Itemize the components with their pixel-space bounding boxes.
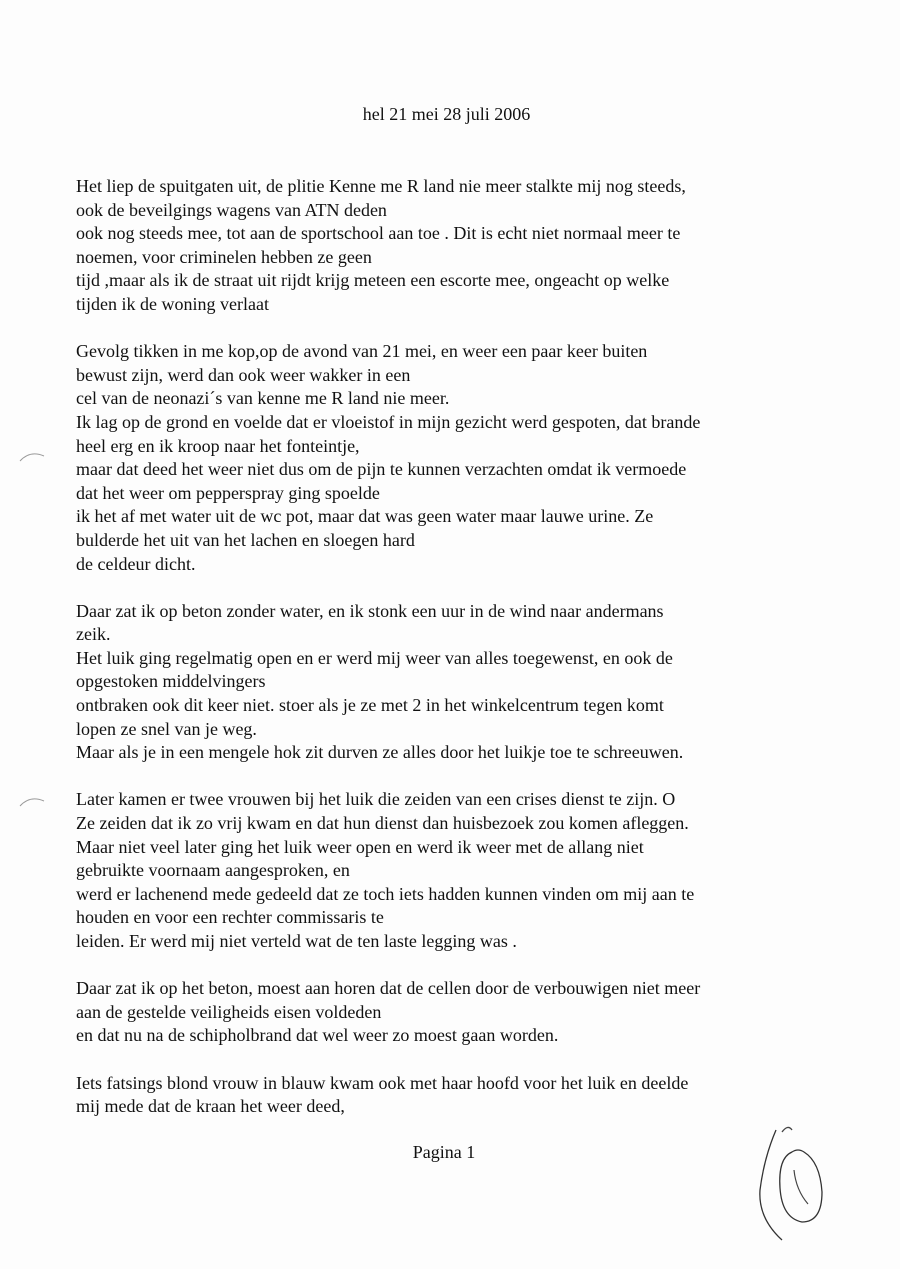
paragraph <box>76 1072 836 1119</box>
text-line: Maar als je in een mengele hok zit durven ze alles door het luikje toe te schreeuwen. <box>76 742 684 763</box>
text-line: lopen ze snel van je weg. <box>76 718 257 739</box>
scan-smudge <box>18 793 48 809</box>
text-line: ook de beveilgings wagens van ATN deden <box>76 199 387 220</box>
handwritten-page-number <box>752 1118 832 1250</box>
text-line: ik het af met water uit de wc pot, maar dat was geen water maar lauwe urine. Ze <box>76 506 654 527</box>
paragraph <box>76 977 836 1048</box>
text-line: tijd ,maar als ik de straat uit rijdt krijg meteen een escorte mee, ongeacht op welke <box>76 270 670 291</box>
text-line: de celdeur dicht. <box>76 553 196 574</box>
text-line: Daar zat ik op beton zonder water, en ik stonk een uur in de wind naar andermans <box>76 600 664 621</box>
text-line: aan de gestelde veiligheids eisen voldeden <box>76 1001 382 1022</box>
text-line: bewust zijn, werd dan ook weer wakker in een <box>76 364 411 385</box>
paragraph <box>76 788 836 953</box>
text-line: gebruikte voornaam aangesproken, en <box>76 860 350 881</box>
text-line: Iets fatsings blond vrouw in blauw kwam ook met haar hoofd voor het luik en deelde <box>76 1072 689 1093</box>
scan-smudge <box>18 448 48 464</box>
text-line: Gevolg tikken in me kop,op de avond van 21 mei, en weer een paar keer buiten <box>76 341 648 362</box>
text-line: Ze zeiden dat ik zo vrij kwam en dat hun dienst dan huisbezoek zou komen afleggen. <box>76 813 689 834</box>
text-line: zeik. <box>76 624 111 645</box>
paragraph <box>76 175 836 317</box>
text-line: cel van de neonazi´s van kenne me R land nie meer. <box>76 388 450 409</box>
text-line: opgestoken middelvingers <box>76 671 266 692</box>
text-line: maar dat deed het weer niet dus om de pijn te kunnen verzachten omdat ik vermoede <box>76 459 687 480</box>
paragraph <box>76 600 836 765</box>
text-line: Het liep de spuitgaten uit, de plitie Kenne me R land nie meer stalkte mij nog steeds, <box>76 176 686 196</box>
document-body <box>76 175 836 1142</box>
text-line: bulderde het uit van het lachen en sloegen hard <box>76 529 415 550</box>
paragraph <box>76 340 836 576</box>
text-line: Daar zat ik op het beton, moest aan horen dat de cellen door de verbouwigen niet meer <box>76 978 701 999</box>
text-line: leiden. Er werd mij niet verteld wat de ten laste legging was . <box>76 931 517 951</box>
text-line: en dat nu na de schipholbrand dat wel weer zo moest gaan worden. <box>76 1025 559 1046</box>
document-title: hel 21 mei 28 juli 2006 <box>362 104 531 124</box>
text-line: ook nog steeds mee, tot aan de sportschool aan toe . Dit is echt niet normaal meer te <box>76 223 681 244</box>
text-line: heel erg en ik kroop naar het fonteintje, <box>76 435 360 456</box>
text-line: Maar niet veel later ging het luik weer open en werd ik weer met de allang niet <box>76 836 644 857</box>
page-footer: Pagina 1 <box>412 1142 476 1162</box>
text-line: tijden ik de woning verlaat <box>76 293 269 314</box>
text-line: werd er lachenend mede gedeeld dat ze toch iets hadden kunnen vinden om mij aan te <box>76 883 695 904</box>
text-line: Het luik ging regelmatig open en er werd mij weer van alles toegewenst, en ook de <box>76 647 673 668</box>
text-line: houden en voor een rechter commissaris te <box>76 907 384 928</box>
text-line: ontbraken ook dit keer niet. stoer als je ze met 2 in het winkelcentrum tegen komt <box>76 695 664 716</box>
text-line: Ik lag op de grond en voelde dat er vloeistof in mijn gezicht werd gespoten, dat brande <box>76 411 701 432</box>
text-line: Later kamen er twee vrouwen bij het luik die zeiden van een crises dienst te zijn. O <box>76 789 676 810</box>
text-line: dat het weer om pepperspray ging spoelde <box>76 482 380 503</box>
text-line: mij mede dat de kraan het weer deed, <box>76 1096 345 1117</box>
text-line: noemen, voor criminelen hebben ze geen <box>76 246 372 267</box>
